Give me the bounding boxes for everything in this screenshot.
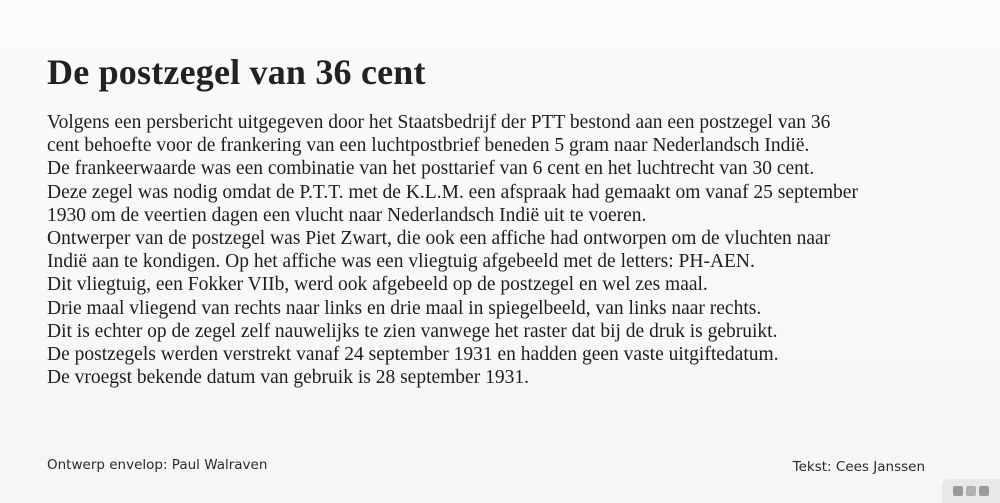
paragraph-line: De postzegels werden verstrekt vanaf 24 september 1931 en hadden geen vaste uitgiftedatum.: [47, 343, 779, 365]
logo-watermark-icon: [942, 479, 1000, 503]
body-paragraph: [47, 111, 947, 389]
paragraph-line: Ontwerper van de postzegel was Piet Zwart, die ook een affiche had ontworpen om de vluchten naar: [47, 227, 831, 249]
paragraph-line: cent behoefte voor de frankering van een luchtpostbrief beneden 5 gram naar Nederlandsch Indië.: [47, 135, 810, 157]
paragraph-line: Drie maal vliegend van rechts naar links en drie maal in spiegelbeeld, van links naar rechts.: [47, 297, 762, 319]
paragraph-line: Dit is echter op de zegel zelf nauwelijks te zien vanwege het raster dat bij de druk is gebruikt.: [47, 320, 778, 342]
paragraph-line: Deze zegel was nodig omdat de P.T.T. met de K.L.M. een afspraak had gemaakt om vanaf 25 september: [47, 181, 858, 203]
paragraph-line: Dit vliegtuig, een Fokker VIIb, werd ook afgebeeld op de postzegel en wel zes maal.: [47, 274, 708, 296]
design-credit: Ontwerp envelop: Paul Walraven: [47, 457, 268, 473]
paragraph-line: Indië aan te kondigen. Op het affiche was een vliegtuig afgebeeld met de letters: PH-AEN.: [47, 251, 755, 273]
paragraph-line: De frankeerwaarde was een combinatie van het posttarief van 6 cent en het luchtrecht van 30 cent.: [47, 158, 815, 180]
paragraph-line: Volgens een persbericht uitgegeven door het Staatsbedrijf der PTT bestond aan een postzegel van 36: [47, 112, 831, 133]
paragraph-line: 1930 om de veertien dagen een vlucht naar Nederlandsch Indië uit te voeren.: [47, 204, 647, 226]
text-credit: Tekst: Cees Janssen: [792, 459, 925, 475]
paragraph-line: De vroegst bekende datum van gebruik is 28 september 1931.: [47, 367, 529, 389]
page-title: De postzegel van 36 cent: [47, 52, 426, 92]
